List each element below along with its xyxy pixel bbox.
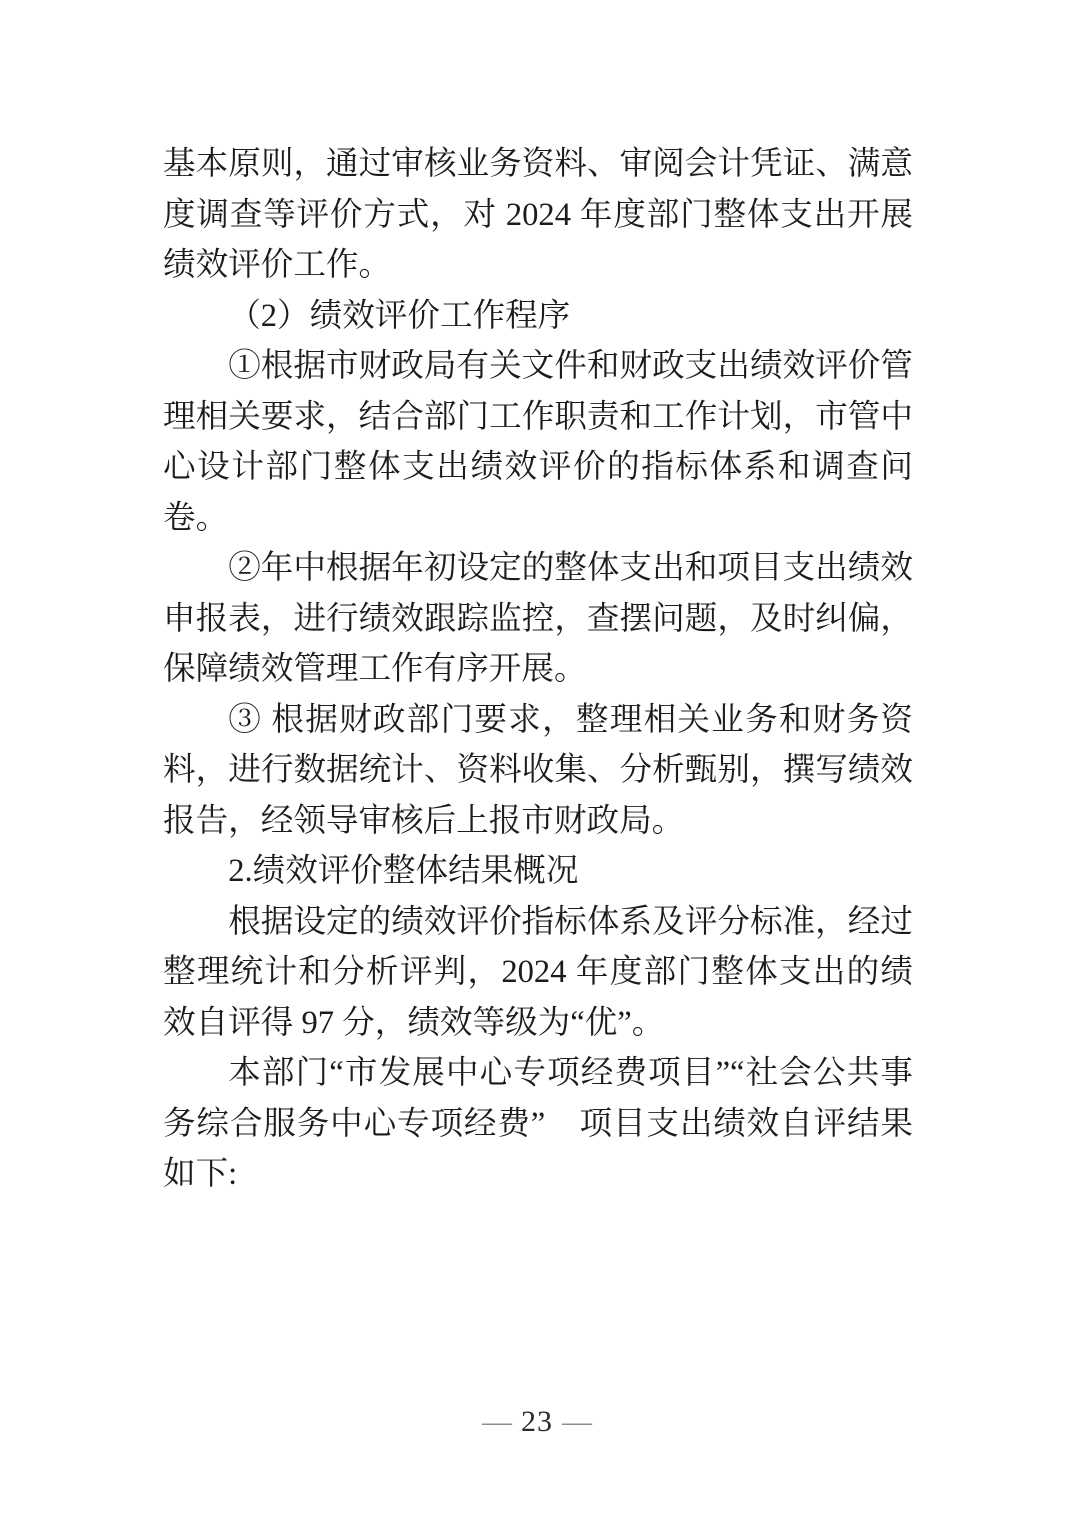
paragraph-step-2: ②年中根据年初设定的整体支出和项目支出绩效申报表，进行绩效跟踪监控，查摆问题，及时纠偏，保障绩效管理工作有序开展。 xyxy=(163,550,913,687)
paragraph-evaluation-result: 根据设定的绩效评价指标体系及评分标准，经过整理统计和分析评判，2024 年度部门整体支出的绩效自评得 97 分，绩效等级为“优”。 xyxy=(163,903,913,1041)
paragraph-subsection-heading: 2.绩效评价整体结果概况 xyxy=(228,853,579,889)
page-number: 23 xyxy=(521,1405,553,1438)
footer-left-dash: — xyxy=(482,1405,512,1438)
footer-right-dash: — xyxy=(562,1405,592,1438)
paragraph-step-3: ③ 根据财政部门要求，整理相关业务和财务资料，进行数据统计、资料收集、分析甄别，撰写绩效报告，经领导审核后上报市财政局。 xyxy=(163,701,913,839)
document-body xyxy=(163,139,913,1200)
paragraph-section-heading: （2）绩效评价工作程序 xyxy=(228,297,571,334)
page-footer xyxy=(0,1405,1074,1439)
paragraph-step-1: ①根据市财政局有关文件和财政支出绩效评价管理相关要求，结合部门工作职责和工作计划，市管中心设计部门整体支出绩效评价的指标体系和调查问卷。 xyxy=(163,348,913,536)
paragraph-project-intro: 本部门“市发展中心专项经费项目”“社会公共事务综合服务中心专项经费” 项目支出绩效自评结果如下: xyxy=(163,1055,913,1192)
paragraph-continuation: 基本原则，通过审核业务资料、审阅会计凭证、满意度调查等评价方式，对 2024 年度部门整体支出开展绩效评价工作。 xyxy=(163,146,913,283)
